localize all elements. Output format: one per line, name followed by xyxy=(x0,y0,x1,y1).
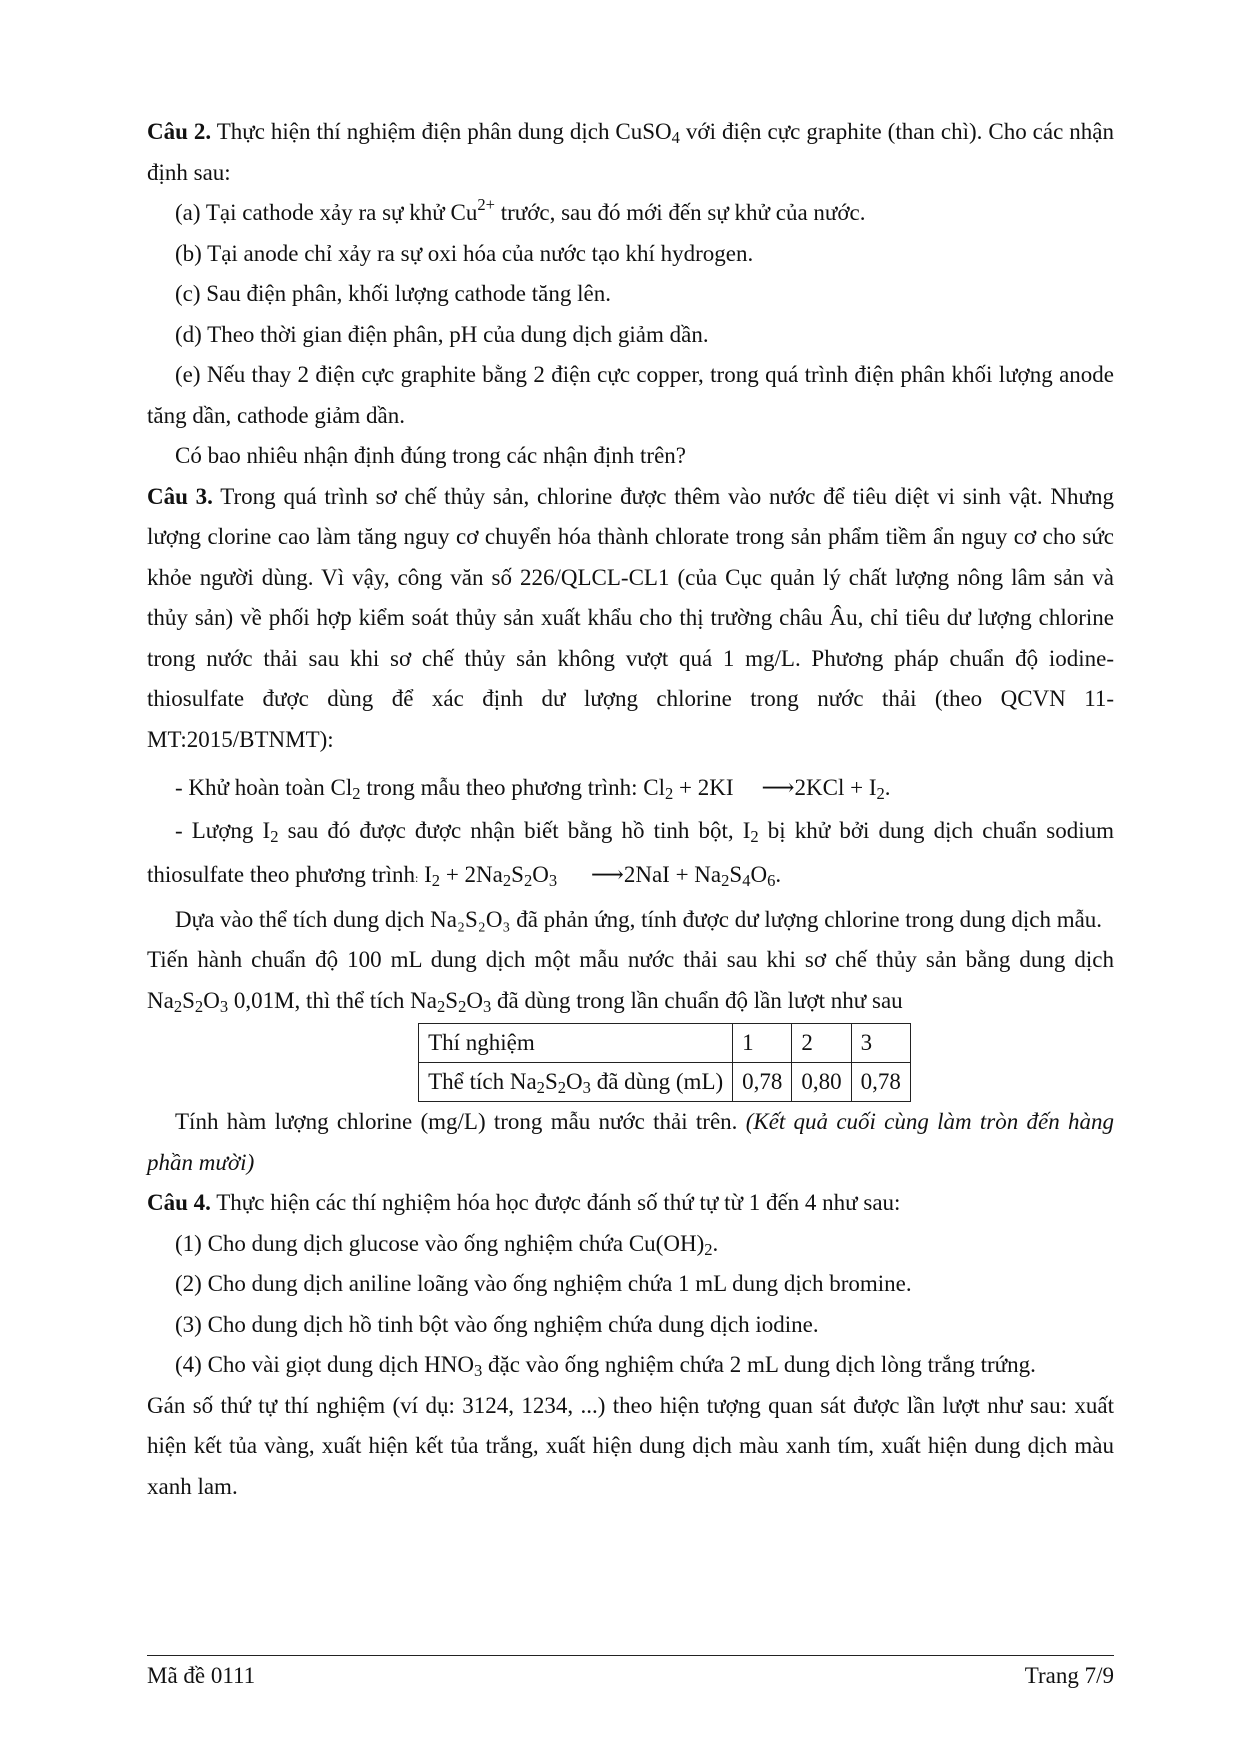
q4-item-1: (1) Cho dung dịch glucose vào ống nghiệm chứa $Cu(OH)_2$. xyxy=(175,1230,719,1259)
q2-statement-b: (b) Tại anode chỉ xảy ra sự oxi hóa của nước tạo khí hydrogen. xyxy=(175,240,754,266)
table-cell: 2 xyxy=(792,1024,851,1063)
table-header-cell: Thể tích $Na_2S_2O_3$ đã dùng (mL) xyxy=(419,1063,733,1102)
titration-table-wrap xyxy=(147,1023,1114,1102)
q3-intro: Câu 3. Trong quá trình sơ chế thủy sản, chlorine được thêm vào nước để tiêu diệt vi sinh vật. Nhưng lượng clorine cao làm tăng nguy cơ chuyển hóa thành chlorate trong sản phẩm tiềm ẩn nguy cơ cho sức khỏe người dùng. Vì vậy, công văn số 226/QLCL-CL1 (của Cục quản lý chất lượng nông lâm sản và thủy sản) về phối hợp kiểm soát thủy sản xuất khẩu cho thị trường châu Âu, chỉ tiêu dư lượng chlorine trong nước thải sau khi sơ chế thủy sản không vượt quá 1 mg/L. Phương pháp chuẩn độ iodine-thiosulfate được dùng để xác định dư lượng chlorine trong nước thải (theo QCVN 11-MT:2015/BTNMT): xyxy=(147,483,1114,752)
titration-table xyxy=(418,1023,911,1102)
q2-statement-e: (e) Nếu thay 2 điện cực graphite bằng 2 điện cực copper, trong quá trình điện phân khối lượng anode tăng dần, cathode giảm dần. xyxy=(147,362,1114,428)
q3-note: Dựa vào thể tích dung dịch Na₂S₂O₃ đã phản ứng, tính được dư lượng chlorine trong dung dịch mẫu. xyxy=(175,906,1103,932)
page-footer xyxy=(147,1663,1114,1689)
q2-question: Có bao nhiêu nhận định đúng trong các nhận định trên? xyxy=(175,443,686,468)
q4-item-3: (3) Cho dung dịch hồ tinh bột vào ống nghiệm chứa dung dịch iodine. xyxy=(175,1311,819,1337)
table-row xyxy=(419,1024,911,1063)
table-row xyxy=(419,1063,911,1102)
q3-step-2: - Lượng $I_2$ sau đó được được nhận biết bằng hồ tinh bột, $I_2$ bị khử bởi dung dịch chuẩn sodium thiosulfate theo phương trình: $I_2 + 2Na_2S_2O_3$ ⟶2NaI + $Na_2S_4O_6$. xyxy=(147,809,1114,900)
page-content xyxy=(147,112,1114,1507)
table-header-cell: Thí nghiệm xyxy=(419,1024,733,1063)
table-cell: 0,78 xyxy=(733,1063,792,1102)
reaction-arrow-icon: ⟶ xyxy=(761,775,795,800)
table-cell: 0,80 xyxy=(792,1063,851,1102)
q3-label: Câu 3. xyxy=(147,483,213,509)
table-cell: 3 xyxy=(851,1024,910,1063)
q2-intro: Câu 2. Thực hiện thí nghiệm điện phân dung dịch CuSO$_4$ với điện cực graphite (than chì). Cho các nhận định sau: xyxy=(147,119,1114,185)
q3-experiment: Tiến hành chuẩn độ 100 mL dung dịch một mẫu nước thải sau khi sơ chế thủy sản bằng dung dịch $Na_2S_2O_3$ 0,01M, thì thể tích $Na_2S_2O_3$ đã dùng trong lần chuẩn độ lần lượt như sau xyxy=(147,947,1114,1016)
q2-statement-d: (d) Theo thời gian điện phân, pH của dung dịch giảm dần. xyxy=(175,321,709,347)
q2-label: Câu 2. xyxy=(147,119,212,144)
page-number: Trang 7/9 xyxy=(1024,1663,1114,1688)
q4-task: Gán số thứ tự thí nghiệm (ví dụ: 3124, 1234, ...) theo hiện tượng quan sát được lần lượt như sau: xuất hiện kết tủa vàng, xuất hiện kết tủa trắng, xuất hiện dung dịch màu xanh tím, xuất hiện dung dịch màu xanh lam. xyxy=(147,1392,1114,1499)
q4-item-2: (2) Cho dung dịch aniline loãng vào ống nghiệm chứa 1 mL dung dịch bromine. xyxy=(175,1271,912,1296)
q3-ask: Tính hàm lượng chlorine (mg/L) trong mẫu nước thải trên. (Kết quả cuối cùng làm tròn đến hàng phần mười) xyxy=(147,1109,1114,1175)
q3-step-1: - Khử hoàn toàn $Cl_2$ trong mẫu theo phương trình: $Cl_2 + 2KI$ ⟶2KCl + $I_2$. xyxy=(147,768,1114,809)
q2-statement-c: (c) Sau điện phân, khối lượng cathode tăng lên. xyxy=(175,281,611,306)
q4-item-4: (4) Cho vài giọt dung dịch $HNO_3$ đặc vào ống nghiệm chứa 2 mL dung dịch lòng trắng trứng. xyxy=(175,1352,1036,1381)
table-cell: 1 xyxy=(733,1024,792,1063)
table-cell: 0,78 xyxy=(851,1063,910,1102)
exam-code: Mã đề 0111 xyxy=(147,1663,256,1688)
q4-intro: Câu 4. Thực hiện các thí nghiệm hóa học được đánh số thứ tự từ 1 đến 4 như sau: xyxy=(147,1190,901,1215)
footer-divider xyxy=(147,1655,1114,1656)
reaction-arrow-icon: ⟶ xyxy=(590,861,624,887)
q4-label: Câu 4. xyxy=(147,1190,211,1215)
q2-statement-a: (a) Tại cathode xảy ra sự khử $Cu^{2+}$ trước, sau đó mới đến sự khử của nước. xyxy=(175,195,866,225)
